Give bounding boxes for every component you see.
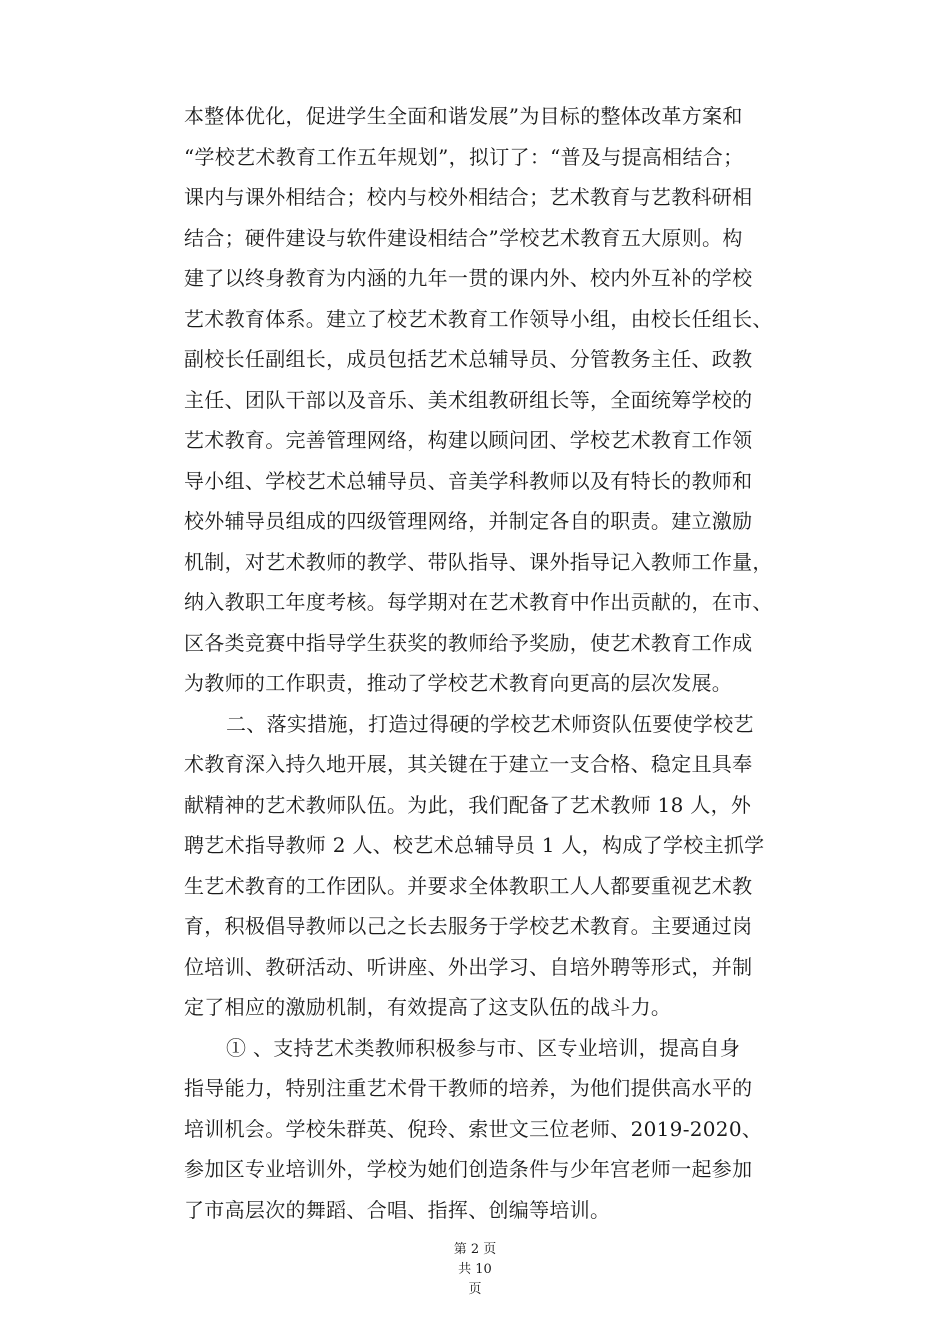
text-line: 主任、团队干部以及音乐、美术组教研组长等，全面统筹学校的 — [184, 387, 753, 412]
text-line: 纳入教职工年度考核。每学期对在艺术教育中作出贡献的，在市、 — [184, 590, 773, 614]
text-line: 建了以终身教育为内涵的九年一贯的课内外、校内外互补的学校 — [184, 266, 753, 290]
text-line: 区各类竞赛中指导学生获奖的教师给予奖励，使艺术教育工作成 — [184, 630, 753, 655]
text-line: “学校艺术教育工作五年规划”，拟订了：“普及与提高相结合； — [184, 144, 744, 169]
text-line: 机制，对艺术教师的教学、带队指导、课外指导记入教师工作量， — [184, 549, 773, 574]
text-line: 参加区专业培训外，学校为她们创造条件与少年宫老师一起参加 — [184, 1157, 753, 1181]
body-text — [184, 96, 824, 1230]
page-total-suffix: 页 — [468, 1282, 482, 1297]
text-line: 了市高层次的舞蹈、合唱、指挥、创编等培训。 — [184, 1197, 611, 1222]
text-line: 本整体优化，促进学生全面和谐发展”为目标的整体改革方案和 — [184, 104, 743, 128]
text-line: 指导能力，特别注重艺术骨干教师的培养，为他们提供高水平的 — [184, 1076, 753, 1100]
text-line: 献精神的艺术教师队伍。为此，我们配备了艺术教师 18 人，外 — [184, 792, 752, 817]
text-line: 课内与课外相结合；校内与校外相结合；艺术教育与艺教科研相 — [184, 185, 753, 209]
text-line: ① 、支持艺术类教师积极参与市、区专业培训，提高自身 — [226, 1035, 741, 1060]
text-line: 校外辅导员组成的四级管理网络，并制定各自的职责。建立激励 — [184, 509, 753, 533]
text-line: 为教师的工作职责，推动了学校艺术教育向更高的层次发展。 — [184, 671, 733, 695]
page-total: 共 10 — [458, 1262, 492, 1277]
text-line: 结合；硬件建设与软件建设相结合”学校艺术教育五大原则。构 — [184, 225, 743, 250]
page-number: 第 2 页 — [453, 1242, 497, 1257]
text-line: 生艺术教育的工作团队。并要求全体教职工人人都要重视艺术教 — [184, 873, 753, 898]
text-line: 二、落实措施，打造过得硬的学校艺术师资队伍要使学校艺 — [226, 711, 754, 736]
text-line: 副校长任副组长，成员包括艺术总辅导员、分管教务主任、政教 — [184, 347, 753, 371]
text-line: 定了相应的激励机制，有效提高了这支队伍的战斗力。 — [184, 995, 672, 1019]
text-line: 艺术教育。完善管理网络，构建以顾问团、学校艺术教育工作领 — [184, 428, 753, 452]
text-line: 培训机会。学校朱群英、倪玲、索世文三位老师、2019-2020、 — [184, 1116, 763, 1141]
text-line: 聘艺术指导教师 2 人、校艺术总辅导员 1 人，构成了学校主抓学 — [184, 833, 765, 857]
text-line: 艺术教育体系。建立了校艺术教育工作领导小组，由校长任组长、 — [184, 306, 773, 331]
page-footer — [420, 1240, 530, 1300]
text-line: 导小组、学校艺术总辅导员、音美学科教师以及有特长的教师和 — [184, 468, 753, 493]
text-line: 位培训、教研活动、听讲座、外出学习、自培外聘等形式，并制 — [184, 954, 753, 979]
text-line: 育，积极倡导教师以己之长去服务于学校艺术教育。主要通过岗 — [184, 914, 753, 938]
text-line: 术教育深入持久地开展，其关键在于建立一支合格、稳定且具奉 — [184, 752, 753, 776]
